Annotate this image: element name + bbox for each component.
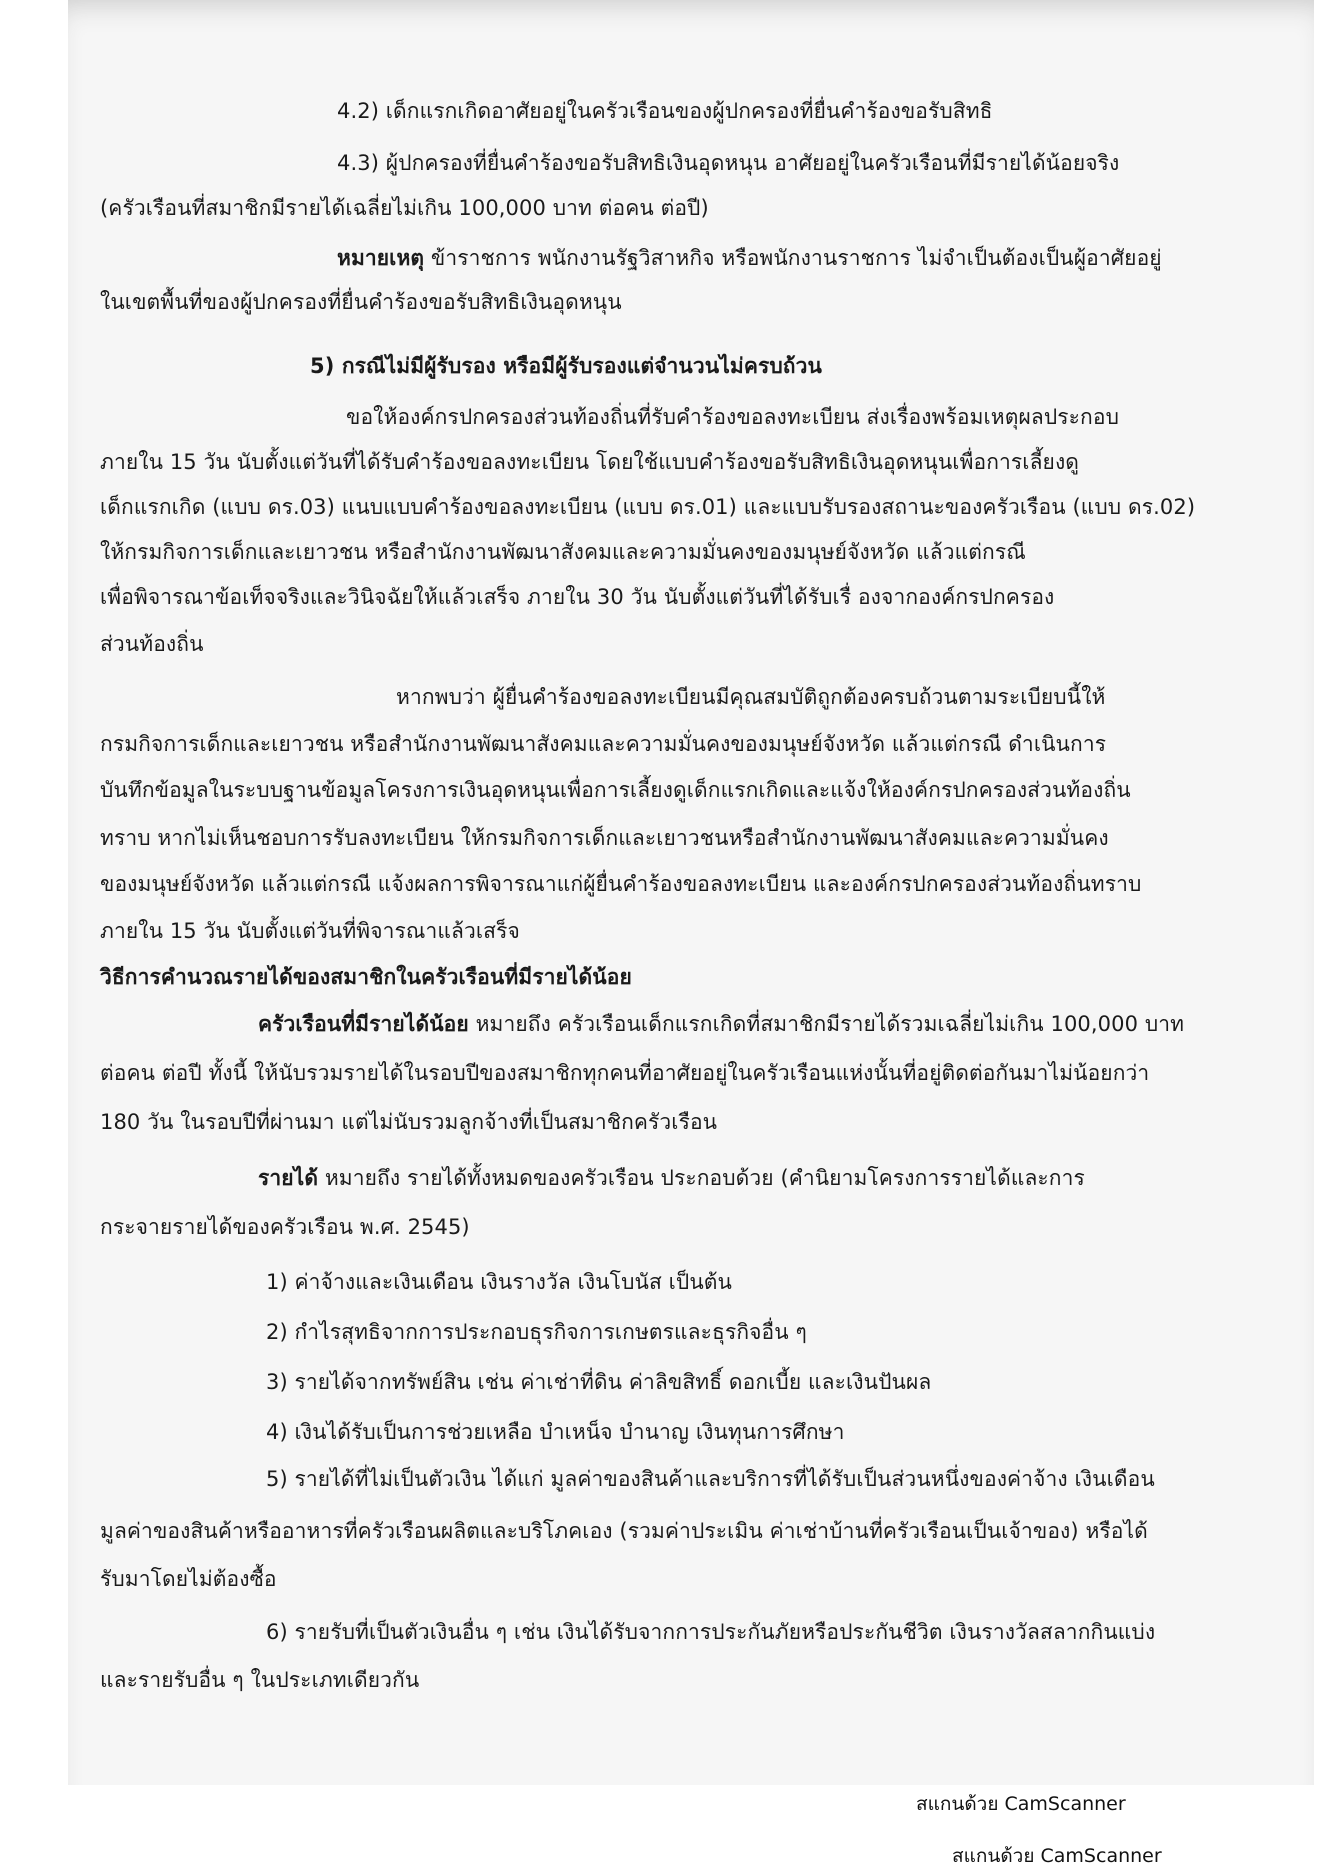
para-6-line-3: บันทึกข้อมูลในระบบฐานข้อมูลโครงการเงินอุดหนุนเพื่อการเลี้ยงดูเด็กแรกเกิดและแจ้งให้องค์กรปกครองส่วนท้องถิ่น <box>100 778 1131 802</box>
note-cont: ในเขตพื้นที่ของผู้ปกครองที่ยื่นคำร้องขอรับสิทธิเงินอุดหนุน <box>100 290 622 314</box>
para-5-line-6: ส่วนท้องถิ่น <box>100 632 204 656</box>
low-income-def-line-3: 180 วัน ในรอบปีที่ผ่านมา แต่ไม่นับรวมลูกจ้างที่เป็นสมาชิกครัวเรือน <box>100 1110 718 1134</box>
income-item-6: 6) รายรับที่เป็นตัวเงินอื่น ๆ เช่น เงินได้รับจากการประกันภัยหรือประกันชีวิต เงินรางวัลสลากกินแบ่ง <box>266 1620 1156 1644</box>
para-5-line-5: เพื่อพิจารณาข้อเท็จจริงและวินิจฉัยให้แล้วเสร็จ ภายใน 30 วัน นับตั้งแต่วันที่ได้รับเรื่ องจากองค์กรปกครอง <box>100 585 1055 609</box>
para-5-line-3: เด็กแรกเกิด (แบบ ดร.03) แนบแบบคำร้องขอลงทะเบียน (แบบ ดร.01) และแบบรับรองสถานะของครัวเรือน (แบบ ดร.02) <box>100 495 1196 519</box>
income-item-5-cont-2: รับมาโดยไม่ต้องซื้อ <box>100 1567 277 1591</box>
para-6-line-6: ภายใน 15 วัน นับตั้งแต่วันที่พิจารณาแล้วเสร็จ <box>100 919 520 943</box>
income-def-line-2: กระจายรายได้ของครัวเรือน พ.ศ. 2545) <box>100 1215 470 1239</box>
para-5-line-1: ขอให้องค์กรปกครองส่วนท้องถิ่นที่รับคำร้องขอลงทะเบียน ส่งเรื่องพร้อมเหตุผลประกอบ <box>346 405 1119 429</box>
para-6-line-4: ทราบ หากไม่เห็นชอบการรับลงทะเบียน ให้กรมกิจการเด็กและเยาวชนหรือสำนักงานพัฒนาสังคมและความมั่นคง <box>100 826 1109 850</box>
low-income-term: ครัวเรือนที่มีรายได้น้อย <box>258 1012 469 1036</box>
para-5-line-2: ภายใน 15 วัน นับตั้งแต่วันที่ได้รับคำร้องขอลงทะเบียน โดยใช้แบบคำร้องขอรับสิทธิเงินอุดหนุนเพื่อการเลี้ยงดู <box>100 450 1080 474</box>
low-income-def-line <box>258 1010 1184 1038</box>
note-line <box>337 244 1162 272</box>
income-item-2: 2) กำไรสุทธิจากการประกอบธุรกิจการเกษตรและธุรกิจอื่น ๆ <box>266 1320 807 1344</box>
income-def-line <box>258 1164 1085 1192</box>
income-item-5: 5) รายได้ที่ไม่เป็นตัวเงิน ได้แก่ มูลค่าของสินค้าและบริการที่ได้รับเป็นส่วนหนึ่งของค่าจ้าง เงินเดือน <box>266 1467 1155 1491</box>
clause-4-2: 4.2) เด็กแรกเกิดอาศัยอยู่ในครัวเรือนของผู้ปกครองที่ยื่นคำร้องขอรับสิทธิ <box>337 99 993 123</box>
clause-4-3-cont: (ครัวเรือนที่สมาชิกมีรายได้เฉลี่ยไม่เกิน 100,000 บาท ต่อคน ต่อปี) <box>100 196 709 220</box>
para-6-line-5: ของมนุษย์จังหวัด แล้วแต่กรณี แจ้งผลการพิจารณาแก่ผู้ยื่นคำร้องขอลงทะเบียน และองค์กรปกครองส่วนท้องถิ่นทราบ <box>100 872 1142 896</box>
low-income-def: หมายถึง ครัวเรือนเด็กแรกเกิดที่สมาชิกมีรายได้รวมเฉลี่ยไม่เกิน 100,000 บาท <box>475 1012 1185 1036</box>
income-section-heading: วิธีการคำนวณรายได้ของสมาชิกในครัวเรือนที่มีรายได้น้อย <box>100 965 632 989</box>
income-item-4: 4) เงินได้รับเป็นการช่วยเหลือ บำเหน็จ บำนาญ เงินทุนการศึกษา <box>266 1420 845 1444</box>
income-item-1: 1) ค่าจ้างและเงินเดือน เงินรางวัล เงินโบนัส เป็นต้น <box>266 1270 732 1294</box>
para-6-line-2: กรมกิจการเด็กและเยาวชน หรือสำนักงานพัฒนาสังคมและความมั่นคงของมนุษย์จังหวัด แล้วแต่กรณี ดำเนินการ <box>100 732 1107 756</box>
section-5-heading: 5) กรณีไม่มีผู้รับรอง หรือมีผู้รับรองแต่จำนวนไม่ครบถ้วน <box>310 354 822 378</box>
scan-watermark-2: สแกนด้วย CamScanner <box>952 1845 1162 1867</box>
note-text: ข้าราชการ พนักงานรัฐวิสาหกิจ หรือพนักงานราชการ ไม่จำเป็นต้องเป็นผู้อาศัยอยู่ <box>430 246 1162 270</box>
income-term: รายได้ <box>258 1166 319 1190</box>
para-6-line-1: หากพบว่า ผู้ยื่นคำร้องขอลงทะเบียนมีคุณสมบัติถูกต้องครบถ้วนตามระเบียบนี้ให้ <box>396 685 1106 709</box>
income-item-6-cont: และรายรับอื่น ๆ ในประเภทเดียวกัน <box>100 1668 420 1692</box>
scan-watermark-1: สแกนด้วย CamScanner <box>916 1793 1126 1815</box>
income-item-3: 3) รายได้จากทรัพย์สิน เช่น ค่าเช่าที่ดิน ค่าลิขสิทธิ์ ดอกเบี้ย และเงินปันผล <box>266 1370 932 1394</box>
note-label: หมายเหตุ <box>337 246 425 270</box>
clause-4-3: 4.3) ผู้ปกครองที่ยื่นคำร้องขอรับสิทธิเงินอุดหนุน อาศัยอยู่ในครัวเรือนที่มีรายได้น้อยจริง <box>337 151 1120 175</box>
income-def: หมายถึง รายได้ทั้งหมดของครัวเรือน ประกอบด้วย (คำนิยามโครงการรายได้และการ <box>324 1166 1085 1190</box>
income-item-5-cont: มูลค่าของสินค้าหรืออาหารที่ครัวเรือนผลิตและบริโภคเอง (รวมค่าประเมิน ค่าเช่าบ้านที่ครัวเรือนเป็นเจ้าของ) หรือได้ <box>100 1519 1148 1543</box>
low-income-def-line-2: ต่อคน ต่อปี ทั้งนี้ ให้นับรวมรายได้ในรอบปีของสมาชิกทุกคนที่อาศัยอยู่ในครัวเรือนแห่งนั้นที่อยู่ติดต่อกันมาไม่น้อยกว่า <box>100 1061 1150 1085</box>
para-5-line-4: ให้กรมกิจการเด็กและเยาวชน หรือสำนักงานพัฒนาสังคมและความมั่นคงของมนุษย์จังหวัด แล้วแต่กรณี <box>100 540 1026 564</box>
